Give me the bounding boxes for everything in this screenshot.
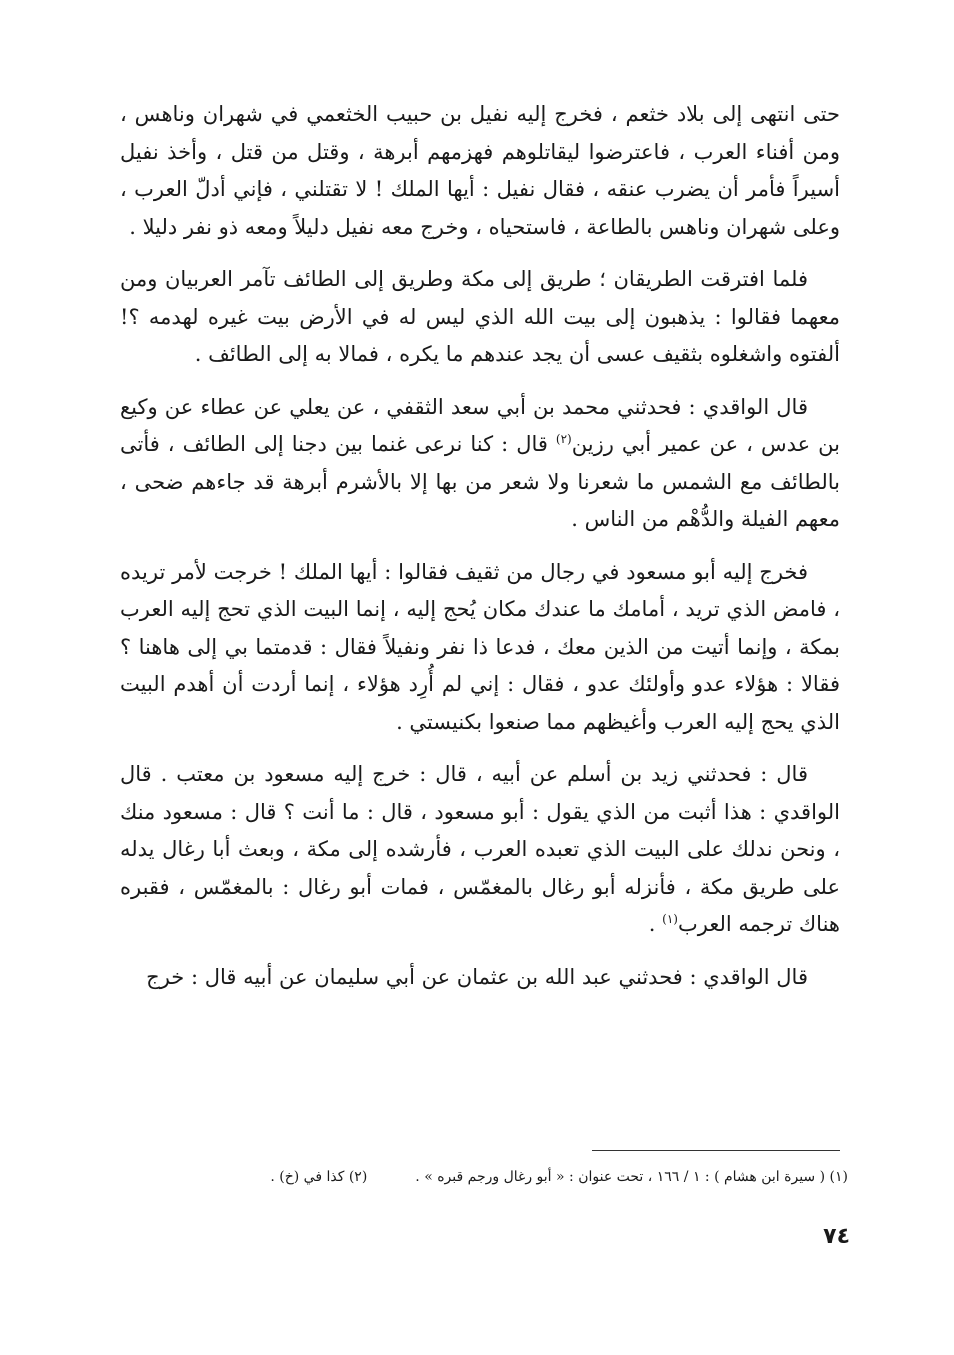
paragraph-2: فلما افترقت الطريقان ؛ طريق إلى مكة وطريق إلى الطائف تآمر العربيان ومن معهما فقالوا : يذهبون إلى بيت الله الذي ليس له في الأرض بيت غيره لهدمه ؟! ألفتوه واشغلوه بثقيف عسى أن يجد عندهم ما يكره ، فمالا به إلى الطائف . <box>120 267 840 366</box>
paragraph-5-text: قال : فحدثني زيد بن أسلم عن أبيه ، قال : خرج إليه مسعود بن معتب . قال الواقدي : هذا أثبت من الذي يقول : أبو مسعود ، قال : ما أنت ؟ قال : مسعود منك ، ونحن ندلك على البيت الذي تعبده العرب ، فأرشده إلى مكة ، وبعث أبا رغال يدله على طريق مكة ، فأنزله أبو رغال بالمغمّس ، فمات أبو رغال : بالمغمّس ، فقبره هناك ترجمه العرب <box>120 762 840 936</box>
footnote-2: (٢) كذا في (خ) . <box>270 1169 368 1185</box>
paragraph-5-end: . <box>648 912 663 936</box>
footnote-ref-1: (١) <box>662 912 678 926</box>
paragraph-3 <box>120 389 840 539</box>
footnotes-block <box>120 1166 848 1188</box>
page-number: ٧٤ <box>823 1224 850 1249</box>
paragraph-3-continuation: قال : كنا نرعى غنما بين دجنا إلى الطائف ، فأتى بالطائف مع الشمس ما شعرنا ولا شعر من بها إلا بالأشرم أبرهة قد جاءهم ضحى ، معهم الفيلة والدُّهْم من الناس . <box>120 432 840 531</box>
footnote-1: (١) ( سيرة ابن هشام ) : ١ / ١٦٦ ، تحت عنوان : « أبو رغال ورجم قبره » . <box>415 1169 848 1185</box>
footnote-ref-2: (٢) <box>555 432 572 446</box>
paragraph-6: قال الواقدي : فحدثني عبد الله بن عثمان عن أبي سليمان عن أبيه قال : خرج <box>146 964 808 989</box>
paragraph-4: فخرج إليه أبو مسعود في رجال من ثقيف فقالوا : أيها الملك ! خرجت لأمر تريده ، فامض الذي تريد ، أمامك ما عندك مكان يُحج إليه ، إنما البيت الذي تحج إليه العرب بمكة ، وإنما أتيت من الذين معك ، فدعا ذا نفر ونفيلاً فقال : قدمتما بي إلى هاهنا ؟ فقالا : هؤلاء عدو وأولئك عدو ، فقال : إني لم أُرِد هؤلاء ، إنما أردت أن أهدم البيت الذي يحج إليه العرب وأغيظهم مما صنعوا بكنيستي . <box>120 559 840 734</box>
paragraph-3-text: قال الواقدي : فحدثني محمد بن أبي سعد الثقفي ، عن يعلي عن عطاء عن وكيع بن عدس ، عن عمير أبي رزين <box>120 394 840 456</box>
footnote-divider <box>592 1150 840 1151</box>
paragraph-1: حتى انتهى إلى بلاد خثعم ، فخرج إليه نفيل بن حبيب الخثعمي في شهران وناهس ، ومن أفناء العرب ، فاعترضوا ليقاتلوهم فهزمهم أبرهة ، وقتل من قتل ، وأخذ نفيل أسيراً فأمر أن يضرب عنقه ، فقال نفيل : أيها الملك ! لا تقتلني ، فإني أدلّ العرب ، وعلى شهران وناهس بالطاعة ، فاستحياه ، وخرج معه نفيل دليلاً ومعه ذو نفر دليلا . <box>120 102 840 239</box>
paragraph-5 <box>120 756 840 944</box>
main-text-block <box>120 96 840 1011</box>
